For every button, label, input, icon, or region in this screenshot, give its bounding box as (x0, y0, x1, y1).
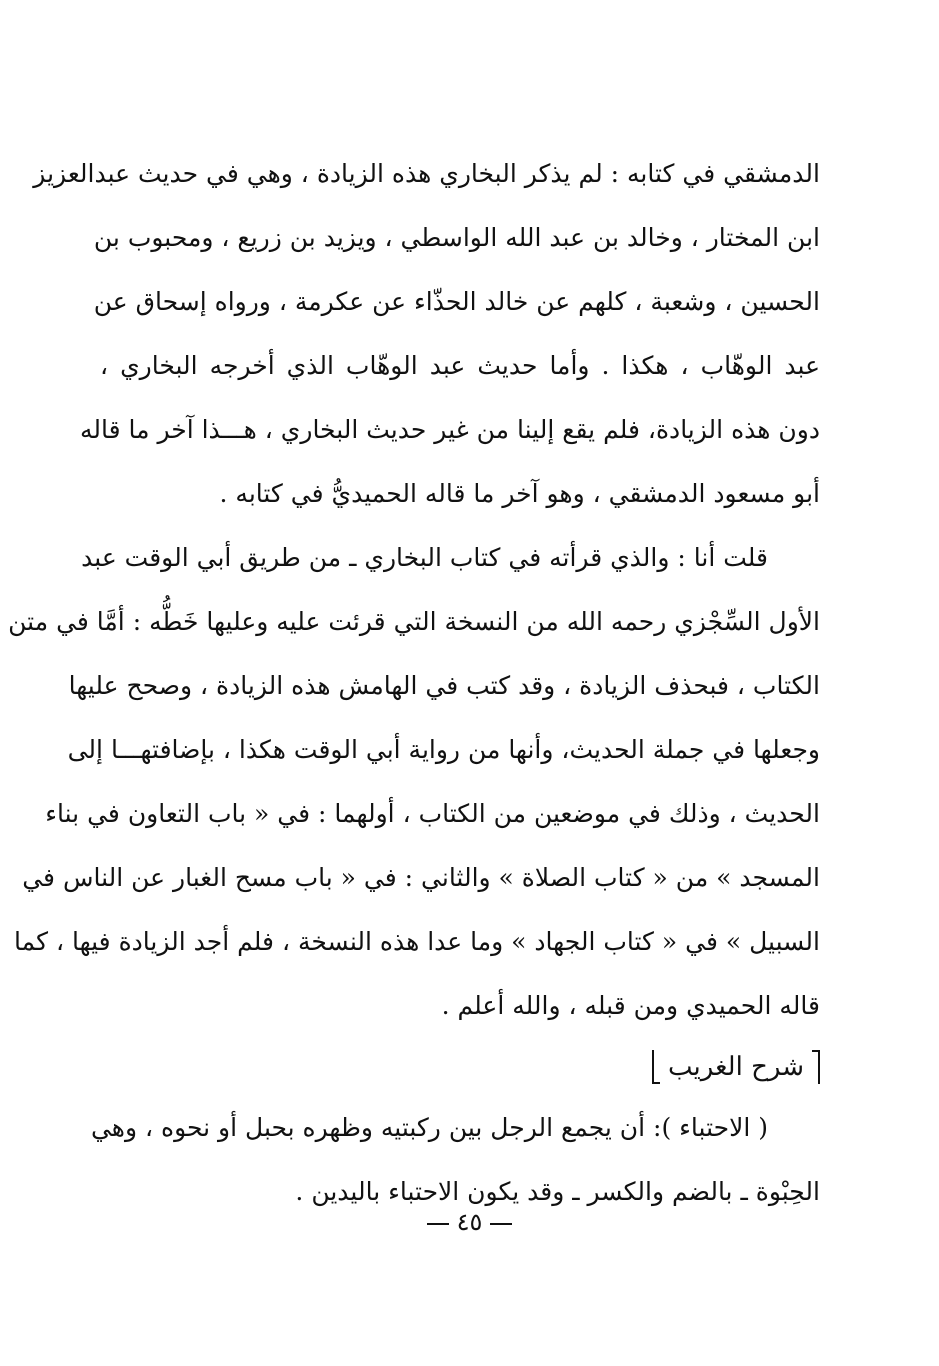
text-line: الأول السِّجْزي رحمه الله من النسخة التي قرئت عليه وعليها خَطُّه : أمَّا في متن (8, 607, 820, 636)
text-line: الكتاب ، فبحذف الزيادة ، وقد كتب في الهامش هذه الزيادة ، وصحح عليها (68, 671, 820, 700)
text-line: السبيل » في « كتاب الجهاد » وما عدا هذه النسخة ، فلم أجد الزيادة فيها ، كما (14, 927, 820, 956)
text-line: أبو مسعود الدمشقي ، وهو آخر ما قاله الحميديُّ في كتابه . (219, 479, 820, 508)
text-line: المسجد » من « كتاب الصلاة » والثاني : في « باب مسح الغبار عن الناس في (22, 863, 820, 892)
dash-decoration (427, 1223, 449, 1225)
section-heading-row (100, 1038, 820, 1096)
text-line: الحديث ، وذلك في موضعين من الكتاب ، أولهما : في « باب التعاون في بناء (45, 799, 820, 828)
text-line: قلت أنا : والذي قرأته في كتاب البخاري ـ من طريق أبي الوقت عبد (81, 543, 768, 572)
text-line: الحِبْوة ـ بالضم والكسر ـ وقد يكون الاحتباء باليدين . (295, 1177, 820, 1206)
text-line: ابن المختار ، وخالد بن عبد الله الواسطي ، ويزيد بن زريع ، ومحبوب بن (93, 223, 820, 252)
paragraph-1 (33, 142, 820, 526)
text-line: الحسين ، وشعبة ، كلهم عن خالد الحذّاء عن عكرمة ، ورواه إسحاق عن (93, 287, 820, 316)
glossary-entry (90, 1096, 820, 1224)
dash-decoration (490, 1223, 512, 1225)
page-body (8, 142, 820, 1224)
text-line: وجعلها في جملة الحديث، وأنها من رواية أبي الوقت هكذا ، بإضافتهـــا إلى (67, 735, 820, 764)
text-line: الدمشقي في كتابه : لم يذكر البخاري هذه الزيادة ، وهي في حديث عبدالعزيز (33, 159, 820, 188)
page-number (0, 1208, 939, 1236)
paragraph-2 (8, 526, 820, 1038)
text-line: قاله الحميدي ومن قبله ، والله أعلم . (441, 991, 820, 1020)
text-line: عبد الوهّاب ، هكذا . وأما حديث عبد الوهّاب الذي أخرجه البخاري ، (100, 351, 820, 380)
section-heading: شرح الغريب (652, 1050, 820, 1084)
text-line: ( الاحتباء ): أن يجمع الرجل بين ركبتيه وظهره بحبل أو نحوه ، وهي (90, 1113, 768, 1142)
page-number-value: ٤٥ (456, 1208, 483, 1236)
text-line: دون هذه الزيادة، فلم يقع إلينا من غير حديث البخاري ، هـــذا آخر ما قاله (79, 415, 820, 444)
